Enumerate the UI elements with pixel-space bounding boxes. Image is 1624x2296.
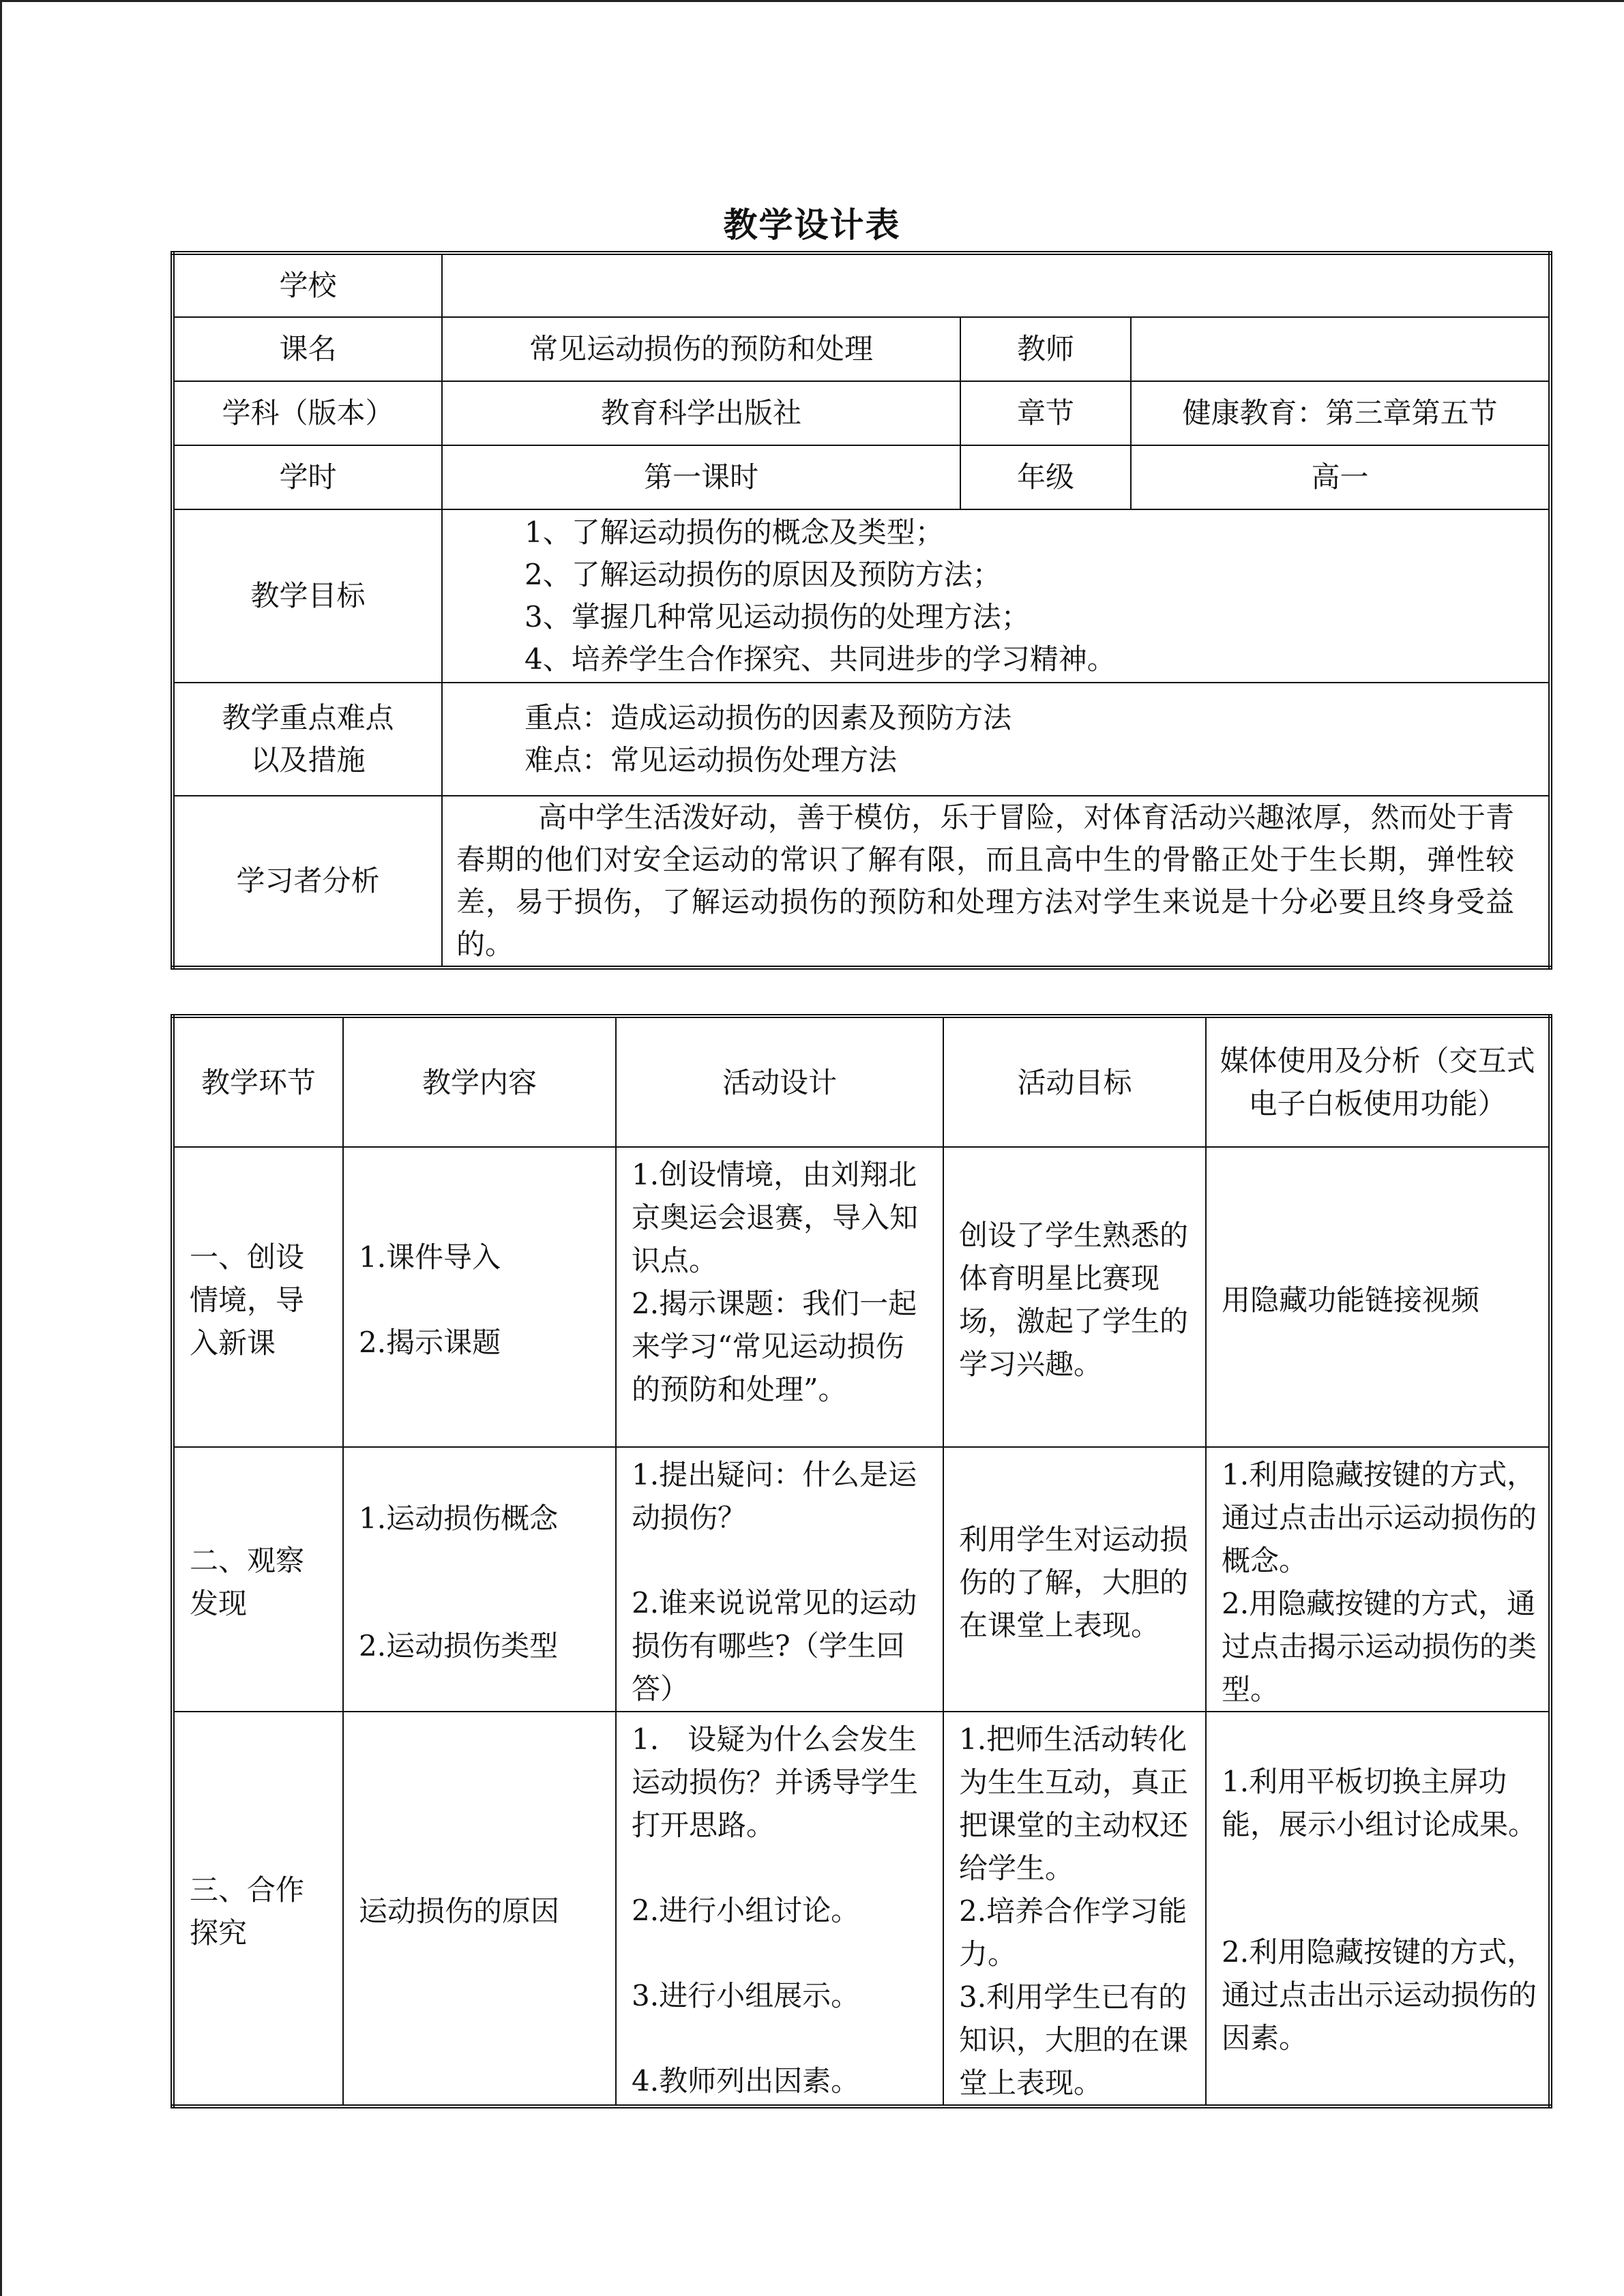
- header-media: 媒体使用及分析（交互式电子白板使用功能）: [1206, 1016, 1550, 1147]
- spacer: [632, 1847, 932, 1889]
- school-value: [442, 253, 1550, 317]
- learner-label: 学习者分析: [173, 796, 442, 968]
- goal-item: 2、了解运动损伤的原因及预防方法；: [525, 558, 1001, 591]
- subject-value: 教育科学出版社: [442, 381, 960, 445]
- spacer: [632, 1932, 932, 1974]
- goals-list: [442, 509, 1550, 683]
- media-cell: [1206, 1712, 1550, 2106]
- activity-item: 1.创设情境，由刘翔北京奥运会退赛，导入知识点。: [632, 1158, 919, 1277]
- course-label: 课名: [173, 317, 442, 381]
- chapter-label: 章节: [960, 381, 1131, 445]
- header-activity: 活动设计: [616, 1016, 943, 1147]
- table-row: [173, 1147, 1550, 1447]
- header-content: 教学内容: [343, 1016, 616, 1147]
- goals-row: [173, 509, 1550, 683]
- header-stage: 教学环节: [173, 1016, 343, 1147]
- goals-label: 教学目标: [173, 509, 442, 683]
- activity-item: 2.谁来说说常见的运动损伤有哪些?（学生回答）: [632, 1586, 917, 1705]
- activity-item: 1.提出疑问：什么是运动损伤？: [632, 1458, 917, 1534]
- goal-item: 4、培养学生合作探究、共同进步的学习精神。: [525, 642, 1116, 676]
- process-table: [171, 1014, 1552, 2108]
- grade-value: 高一: [1131, 445, 1550, 509]
- content-cell: [343, 1447, 616, 1712]
- activity-cell: [616, 1447, 943, 1712]
- page-border-left: [0, 0, 2, 2296]
- spacer: [632, 1539, 932, 1581]
- stage-cell: 二、观察发现: [173, 1447, 343, 1712]
- media-cell: [1206, 1147, 1550, 1447]
- goal-item: 1.把师生活动转化为生生互动，真正把课堂的主动权还给学生。: [959, 1723, 1189, 1885]
- chapter-value: 健康教育：第三章第五节: [1131, 381, 1550, 445]
- goal-cell: 利用学生对运动损伤的了解，大胆的在课堂上表现。: [943, 1447, 1206, 1712]
- process-header-row: [173, 1016, 1550, 1147]
- page-border-top: [0, 0, 1624, 2]
- activity-cell: [616, 1147, 943, 1447]
- goal-cell: 创设了学生熟悉的体育明星比赛现场，激起了学生的学习兴趣。: [943, 1147, 1206, 1447]
- spacer: [359, 1582, 604, 1624]
- spacer: [1222, 1888, 1537, 1930]
- stage-cell: 三、合作探究: [173, 1712, 343, 2106]
- page-title: 教学设计表: [723, 205, 901, 245]
- activity-item: 2.进行小组讨论。: [632, 1894, 860, 1927]
- school-label: 学校: [173, 253, 442, 317]
- activity-item: 2.揭示课题：我们一起来学习“常见运动损伤的预防和处理”。: [632, 1287, 917, 1406]
- media-item: 2.用隐藏按键的方式，通过点击揭示运动损伤的类型。: [1222, 1587, 1537, 1706]
- goal-cell: [943, 1712, 1206, 2106]
- key-point-item: 难点：常见运动损伤处理方法: [525, 743, 898, 777]
- spacer: [1222, 1846, 1537, 1888]
- media-item: 1.利用隐藏按键的方式，通过点击出示运动损伤的概念。: [1222, 1458, 1537, 1577]
- stage-cell: 一、创设情境，导入新课: [173, 1147, 343, 1447]
- course-row: [173, 317, 1550, 381]
- period-value: 第一课时: [442, 445, 960, 509]
- content-item: 2.运动损伤类型: [359, 1629, 559, 1663]
- teacher-value: [1131, 317, 1550, 381]
- spacer: [1222, 1718, 1537, 1760]
- media-item: 用隐藏功能链接视频: [1222, 1283, 1480, 1317]
- period-row: [173, 445, 1550, 509]
- media-cell: [1206, 1447, 1550, 1712]
- spacer: [359, 1540, 604, 1582]
- info-table: [171, 251, 1552, 970]
- content-item: 2.揭示课题: [359, 1326, 501, 1359]
- goal-item: 3.利用学生已有的知识，大胆的在课堂上表现。: [959, 1980, 1189, 2100]
- content-item: 运动损伤的原因: [359, 1894, 560, 1928]
- media-item: 2.利用隐藏按键的方式，通过点击出示运动损伤的因素。: [1222, 1935, 1537, 2055]
- goal-item: 3、掌握几种常见运动损伤的处理方法；: [525, 600, 1030, 633]
- activity-item: 4.教师列出因素。: [632, 2064, 860, 2098]
- goal-item: 2.培养合作学习能力。: [959, 1894, 1187, 1971]
- learner-analysis: 高中学生活泼好动，善于模仿，乐于冒险，对体育活动兴趣浓厚，然而处于青春期的他们对安全运动的常识了解有限，而且高中生的骨骼正处于生长期，弹性较差，易于损伤，了解运动损伤的预防和处理方法对学生来说是十分必要且终身受益的。: [442, 796, 1550, 968]
- content-item: 1.课件导入: [359, 1240, 501, 1274]
- key-points-list: [442, 683, 1550, 796]
- subject-row: [173, 381, 1550, 445]
- key-points-label-line: 以及措施: [250, 743, 366, 777]
- goal-item: 1、了解运动损伤的概念及类型；: [525, 516, 944, 549]
- spacer: [359, 1279, 604, 1321]
- activity-item: 3.进行小组展示。: [632, 1979, 860, 2012]
- content-item: 1.运动损伤概念: [359, 1502, 559, 1535]
- learner-row: [173, 796, 1550, 968]
- course-value: 常见运动损伤的预防和处理: [442, 317, 960, 381]
- subject-label: 学科（版本）: [173, 381, 442, 445]
- grade-label: 年级: [960, 445, 1131, 509]
- period-label: 学时: [173, 445, 442, 509]
- activity-cell: [616, 1712, 943, 2106]
- school-row: [173, 253, 1550, 317]
- content-cell: [343, 1147, 616, 1447]
- table-row: [173, 1712, 1550, 2106]
- header-goal: 活动目标: [943, 1016, 1206, 1147]
- key-points-label-line: 教学重点难点: [222, 701, 394, 734]
- teacher-label: 教师: [960, 317, 1131, 381]
- key-points-row: [173, 683, 1550, 796]
- key-points-label: [173, 683, 442, 796]
- table-row: [173, 1447, 1550, 1712]
- spacer: [632, 2017, 932, 2059]
- content-cell: [343, 1712, 616, 2106]
- key-point-item: 重点：造成运动损伤的因素及预防方法: [525, 701, 1012, 734]
- activity-item: 1. 设疑为什么会发生运动损伤？并诱导学生打开思路。: [632, 1723, 919, 1842]
- media-item: 1.利用平板切换主屏功能，展示小组讨论成果。: [1222, 1765, 1537, 1841]
